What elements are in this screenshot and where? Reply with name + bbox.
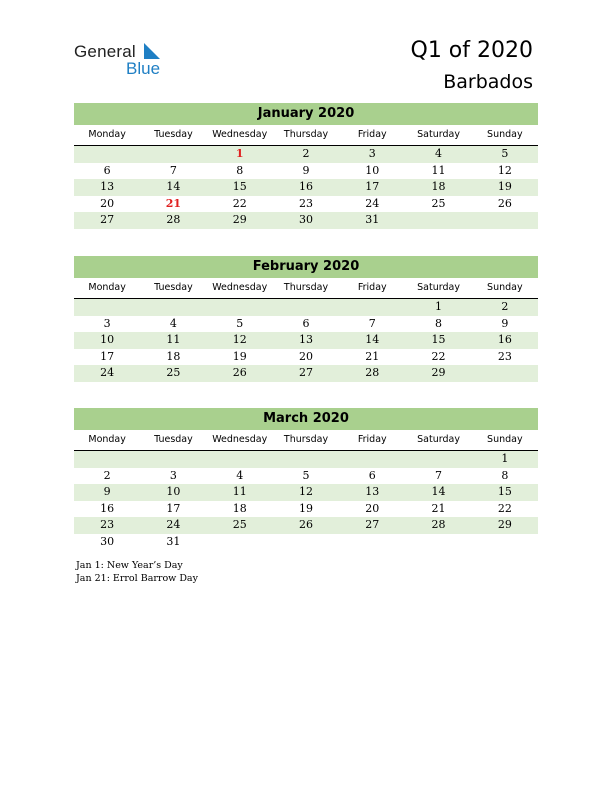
day-cell: 20 <box>365 501 380 515</box>
day-cell: 29 <box>497 518 512 531</box>
week-row <box>74 212 538 229</box>
day-cell: 26 <box>497 196 512 210</box>
day-cell: 13 <box>365 485 380 498</box>
empty-day-cell <box>74 146 140 163</box>
brand-logo <box>74 40 174 80</box>
day-cell: 11 <box>166 333 181 346</box>
day-cell: 13 <box>298 333 313 346</box>
day-cell: 23 <box>100 518 115 531</box>
day-cell: 8 <box>435 316 443 330</box>
day-cell: 14 <box>166 180 181 193</box>
weekday-label: Friday <box>357 129 387 140</box>
empty-day-cell <box>140 299 206 316</box>
month-title: March 2020 <box>74 408 538 430</box>
empty-day-cell <box>339 299 405 316</box>
day-cell: 30 <box>100 534 115 548</box>
day-cell: 25 <box>232 518 247 531</box>
empty-day-cell <box>273 534 339 551</box>
day-cell: 21 <box>365 349 380 363</box>
logo-flag-icon <box>142 43 162 59</box>
day-cell: 7 <box>169 163 177 177</box>
day-cell: 9 <box>302 163 310 177</box>
day-cell: 10 <box>365 163 380 177</box>
empty-day-cell <box>472 534 538 551</box>
week-row <box>74 196 538 213</box>
week-row <box>74 299 538 316</box>
day-cell: 21 <box>431 501 446 515</box>
day-cell: 7 <box>435 468 443 482</box>
empty-day-cell <box>405 451 471 468</box>
week-row <box>74 163 538 180</box>
weekday-label: Wednesday <box>212 434 268 445</box>
day-cell: 2 <box>302 147 310 160</box>
month-calendar-january <box>74 103 538 229</box>
day-cell: 17 <box>365 180 380 193</box>
day-cell: 5 <box>302 468 310 482</box>
day-cell: 2 <box>501 300 509 313</box>
empty-day-cell <box>207 534 273 551</box>
week-row <box>74 451 538 468</box>
day-cell: 1 <box>435 300 443 313</box>
day-cell: 30 <box>298 213 313 226</box>
week-row <box>74 332 538 349</box>
weekday-label: Thursday <box>283 434 329 445</box>
empty-day-cell <box>74 451 140 468</box>
empty-day-cell <box>140 146 206 163</box>
empty-day-cell <box>273 451 339 468</box>
weekday-label: Sunday <box>487 129 523 140</box>
day-cell: 20 <box>100 196 115 210</box>
holiday-note: Jan 21: Errol Barrow Day <box>76 573 198 584</box>
day-cell: 4 <box>236 468 244 482</box>
month-calendar-march <box>74 408 538 550</box>
day-cell: 16 <box>497 333 512 346</box>
day-cell: 22 <box>497 501 512 515</box>
day-cell: 3 <box>169 468 177 482</box>
holiday-note: Jan 1: New Year’s Day <box>76 560 183 571</box>
empty-day-cell <box>339 534 405 551</box>
weekday-label: Tuesday <box>154 129 193 140</box>
day-cell: 27 <box>298 366 313 379</box>
week-row <box>74 468 538 485</box>
day-cell: 11 <box>431 163 446 177</box>
week-row <box>74 349 538 366</box>
month-title: January 2020 <box>74 103 538 125</box>
day-cell: 29 <box>431 366 446 379</box>
day-cell: 17 <box>166 501 181 515</box>
weekday-label: Tuesday <box>154 434 193 445</box>
day-cell: 23 <box>497 349 512 363</box>
day-cell: 8 <box>501 468 509 482</box>
weekday-label: Saturday <box>417 434 460 445</box>
day-cell: 24 <box>100 366 115 379</box>
weekday-label: Monday <box>88 282 126 293</box>
week-row <box>74 316 538 333</box>
day-cell: 11 <box>232 485 247 498</box>
week-row <box>74 146 538 163</box>
day-cell: 15 <box>497 485 512 498</box>
day-cell: 22 <box>232 196 247 210</box>
day-cell: 25 <box>431 196 446 210</box>
day-cell: 20 <box>298 349 313 363</box>
day-cell: 14 <box>365 333 380 346</box>
day-cell: 16 <box>298 180 313 193</box>
weekday-label: Thursday <box>283 129 329 140</box>
day-cell: 5 <box>236 316 244 330</box>
day-cell: 25 <box>166 366 181 379</box>
weekday-label: Wednesday <box>212 282 268 293</box>
weekday-label: Saturday <box>417 129 460 140</box>
day-cell: 4 <box>435 147 443 160</box>
weekday-label: Wednesday <box>212 129 268 140</box>
day-cell: 19 <box>298 501 313 515</box>
week-row <box>74 534 538 551</box>
day-cell: 27 <box>100 213 115 226</box>
month-calendar-february <box>74 256 538 382</box>
weekday-label: Sunday <box>487 434 523 445</box>
day-cell: 5 <box>501 147 509 160</box>
weekday-label: Friday <box>357 434 387 445</box>
day-cell: 12 <box>497 163 512 177</box>
day-cell: 4 <box>169 316 177 330</box>
empty-day-cell <box>74 299 140 316</box>
day-cell: 14 <box>431 485 446 498</box>
day-cell: 3 <box>103 316 111 330</box>
day-cell: 6 <box>103 163 111 177</box>
day-cell: 1 <box>235 147 244 160</box>
weekday-label: Friday <box>357 282 387 293</box>
day-cell: 10 <box>100 333 115 346</box>
week-row <box>74 517 538 534</box>
day-cell: 19 <box>232 349 247 363</box>
day-cell: 26 <box>298 518 313 531</box>
month-title: February 2020 <box>74 256 538 278</box>
weekday-label: Saturday <box>417 282 460 293</box>
empty-day-cell <box>405 534 471 551</box>
day-cell: 31 <box>166 534 181 548</box>
empty-day-cell <box>472 212 538 229</box>
day-cell: 24 <box>365 196 380 210</box>
country-name: Barbados <box>443 71 533 93</box>
weekday-label: Tuesday <box>154 282 193 293</box>
day-cell: 1 <box>501 452 509 465</box>
day-cell: 18 <box>431 180 446 193</box>
day-cell: 21 <box>165 196 182 210</box>
day-cell: 16 <box>100 501 115 515</box>
week-row <box>74 484 538 501</box>
day-cell: 10 <box>166 485 181 498</box>
logo-word-blue: Blue <box>126 59 161 78</box>
day-cell: 6 <box>302 316 310 330</box>
day-cell: 18 <box>166 349 181 363</box>
page-title: Q1 of 2020 <box>410 38 533 63</box>
weekday-label: Monday <box>88 434 126 445</box>
day-cell: 26 <box>232 366 247 379</box>
day-cell: 23 <box>298 196 313 210</box>
day-cell: 8 <box>236 163 244 177</box>
weekday-label: Thursday <box>283 282 329 293</box>
weekday-header-row <box>74 430 538 451</box>
day-cell: 28 <box>365 366 380 379</box>
empty-day-cell <box>405 212 471 229</box>
week-row <box>74 179 538 196</box>
weekday-header-row <box>74 278 538 299</box>
weekday-header-row <box>74 125 538 146</box>
day-cell: 2 <box>103 468 111 482</box>
weekday-label: Monday <box>88 129 126 140</box>
day-cell: 28 <box>166 213 181 226</box>
day-cell: 24 <box>166 518 181 531</box>
day-cell: 29 <box>232 213 247 226</box>
empty-day-cell <box>140 451 206 468</box>
day-cell: 27 <box>365 518 380 531</box>
day-cell: 12 <box>298 485 313 498</box>
logo-word-general: General <box>74 42 136 61</box>
empty-day-cell <box>207 299 273 316</box>
empty-day-cell <box>273 299 339 316</box>
day-cell: 28 <box>431 518 446 531</box>
day-cell: 9 <box>103 485 111 498</box>
empty-day-cell <box>339 451 405 468</box>
day-cell: 18 <box>232 501 247 515</box>
week-row <box>74 365 538 382</box>
day-cell: 7 <box>368 316 376 330</box>
day-cell: 31 <box>365 213 380 226</box>
holiday-notes <box>76 559 198 585</box>
week-row <box>74 501 538 518</box>
day-cell: 3 <box>368 147 376 160</box>
empty-day-cell <box>207 451 273 468</box>
weekday-label: Sunday <box>487 282 523 293</box>
day-cell: 15 <box>431 333 446 346</box>
day-cell: 9 <box>501 316 509 330</box>
day-cell: 6 <box>368 468 376 482</box>
day-cell: 22 <box>431 349 446 363</box>
day-cell: 19 <box>497 180 512 193</box>
day-cell: 17 <box>100 349 115 363</box>
day-cell: 12 <box>232 333 247 346</box>
empty-day-cell <box>472 365 538 382</box>
day-cell: 13 <box>100 180 115 193</box>
day-cell: 15 <box>232 180 247 193</box>
